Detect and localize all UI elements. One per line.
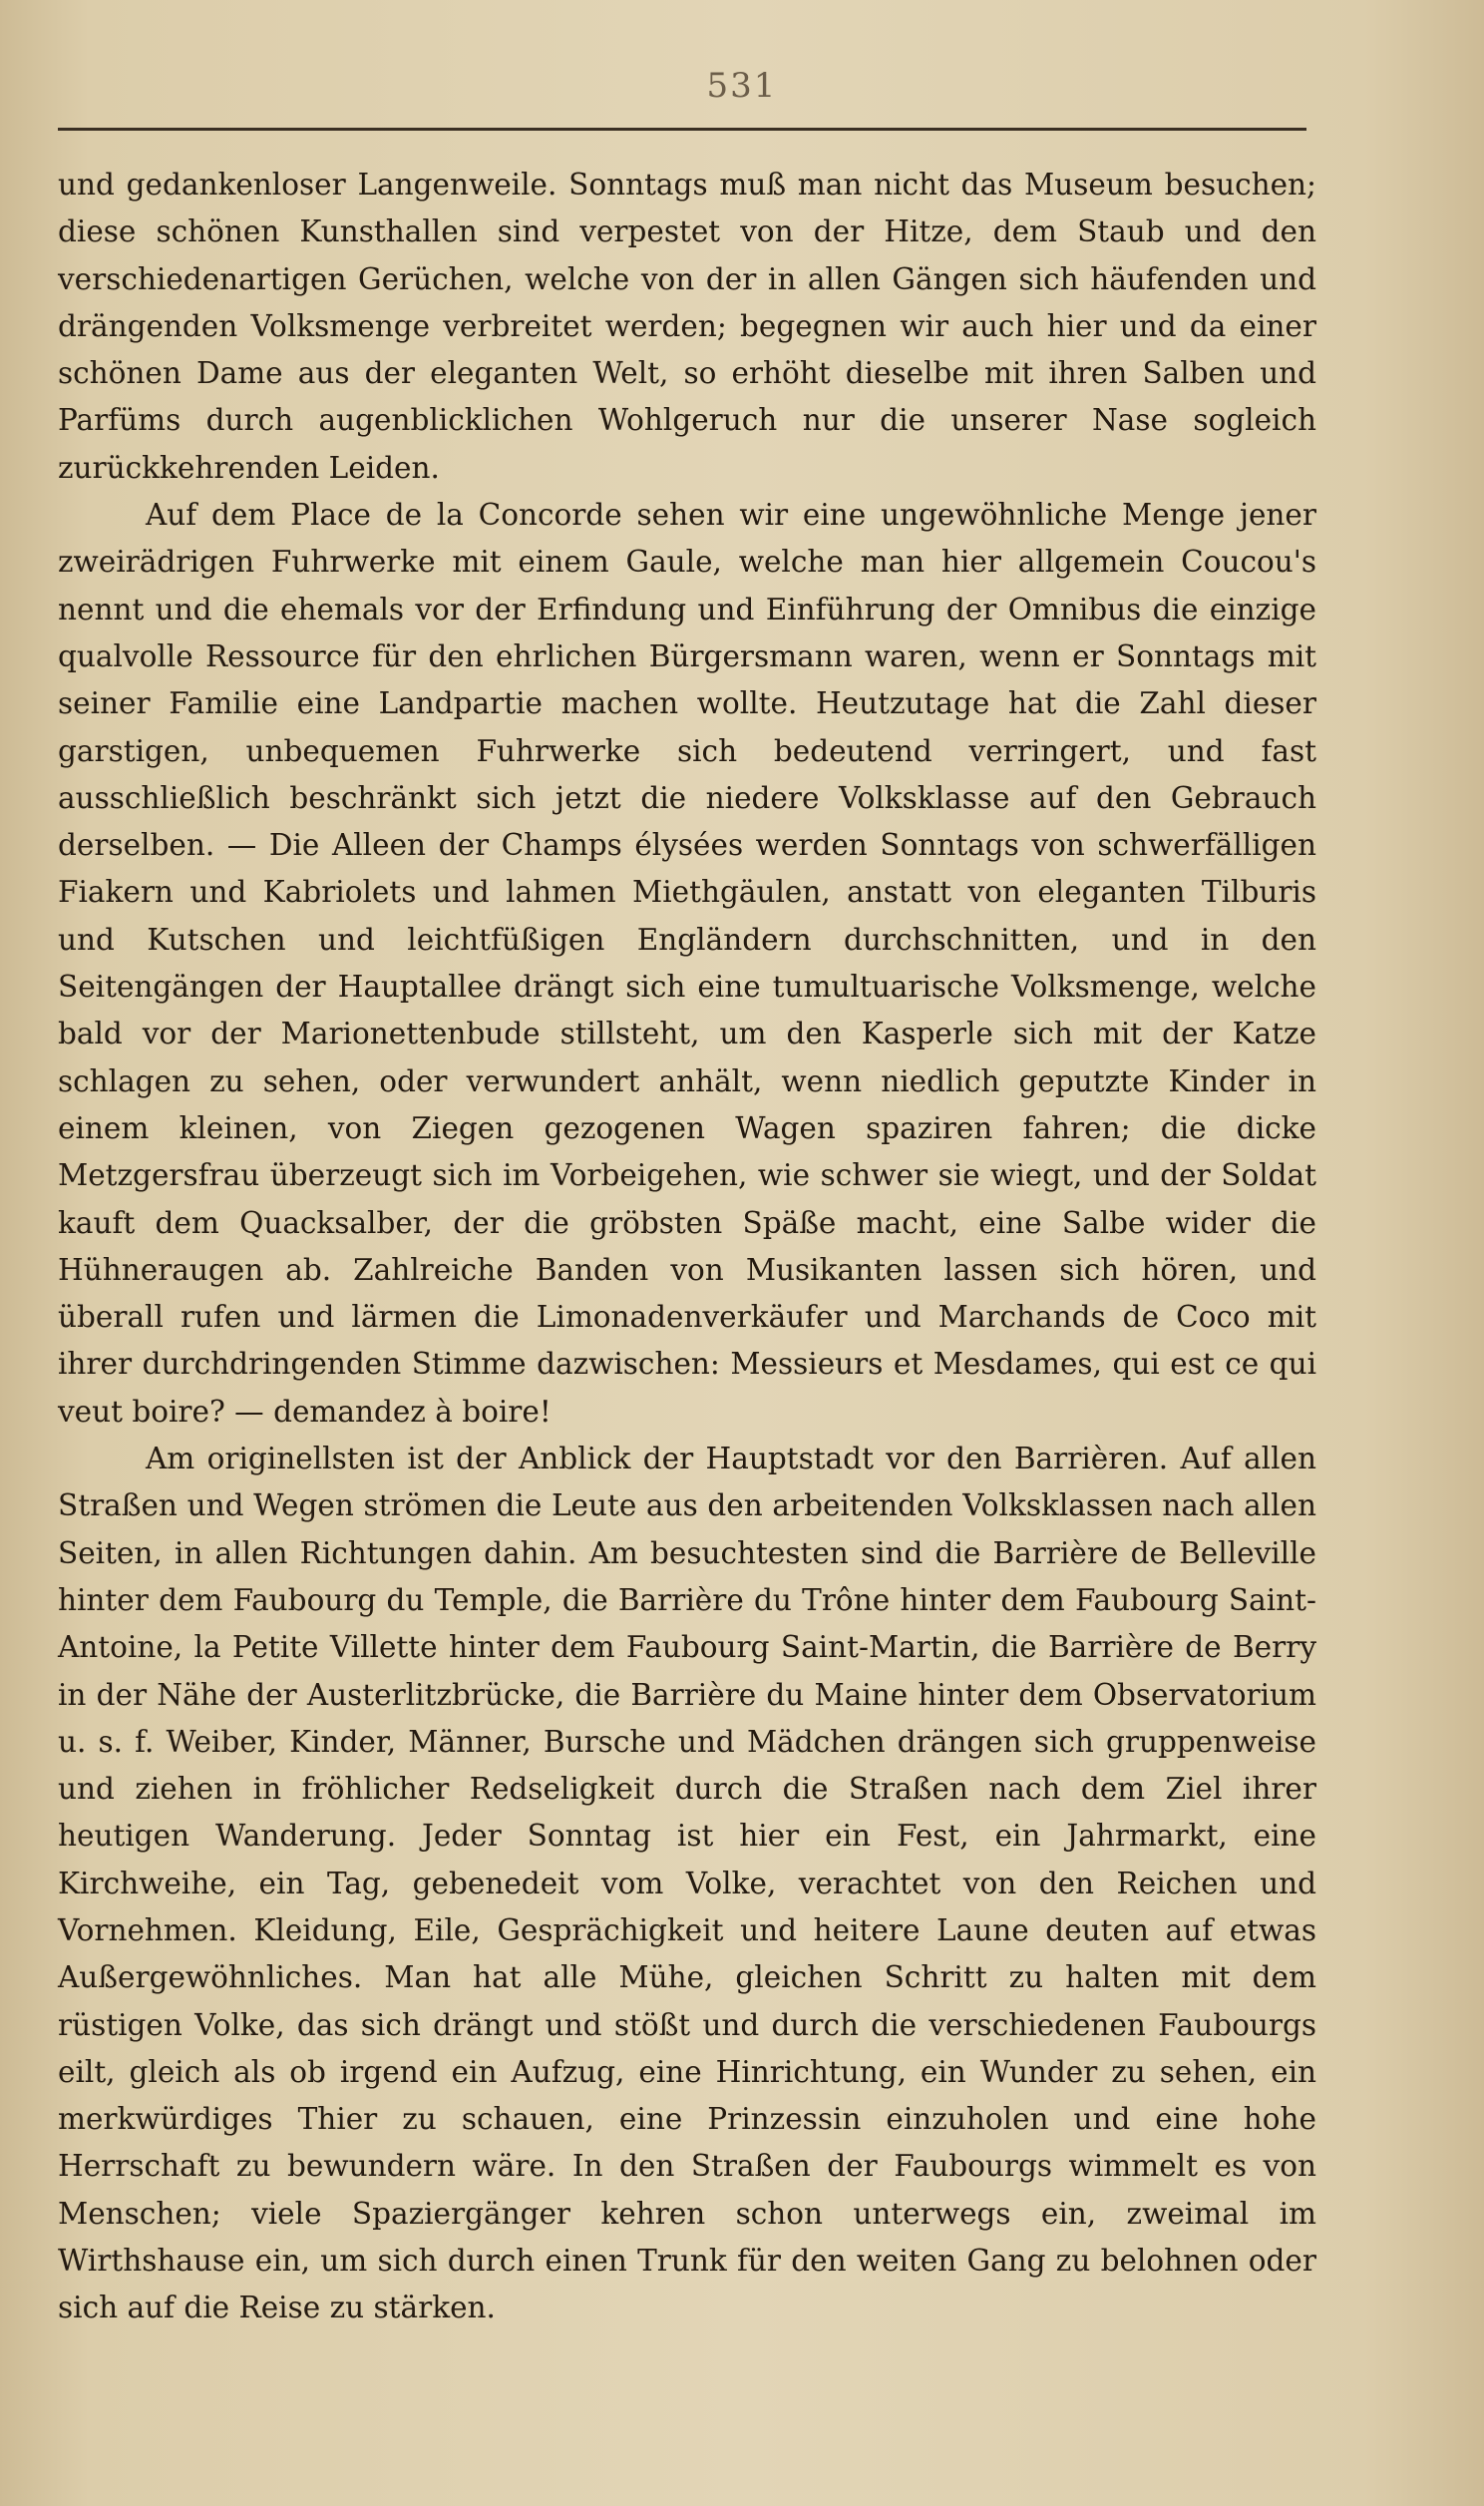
body-text	[58, 162, 1316, 2332]
paragraph-2: Auf dem Place de la Concorde sehen wir eine ungewöhnliche Menge jener zweirädrigen Fuhrwerke mit einem Gaule, welche man hier allgemein Coucou's nennt und die ehemals vor der Erfindung und Einführung der Omnibus die einzige qualvolle Ressource für den ehrlichen Bürgersmann waren, wenn er Sonntags mit seiner Familie eine Landpartie machen wollte. Heutzutage hat die Zahl dieser garstigen, unbequemen Fuhrwerke sich bedeutend verringert, und fast ausschließlich beschränkt sich jetzt die niedere Volksklasse auf den Gebrauch derselben. — Die Alleen der Champs élysées werden Sonntags von schwerfälligen Fiakern und Kabriolets und lahmen Miethgäulen, anstatt von eleganten Tilburis und Kutschen und leichtfüßigen Engländern durchschnitten, und in den Seitengängen der Hauptallee drängt sich eine tumultuarische Volksmenge, welche bald vor der Marionettenbude stillsteht, um den Kasperle sich mit der Katze schlagen zu sehen, oder verwundert anhält, wenn niedlich geputzte Kinder in einem kleinen, von Ziegen gezogenen Wagen spaziren fahren; die dicke Metzgersfrau überzeugt sich im Vorbeigehen, wie schwer sie wiegt, und der Soldat kauft dem Quacksalber, der die gröbsten Späße macht, eine Salbe wider die Hühneraugen ab. Zahlreiche Banden von Musikanten lassen sich hören, und überall rufen und lärmen die Limonadenverkäufer und Marchands de Coco mit ihrer durchdringenden Stimme dazwischen: Messieurs et Mesdames, qui est ce qui veut boire? — demandez à boire!	[58, 498, 1316, 1429]
paragraph-3: Am originellsten ist der Anblick der Hauptstadt vor den Barrièren. Auf allen Straßen und Wegen strömen die Leute aus den arbeitenden Volksklassen nach allen Seiten, in allen Richtungen dahin. Am besuchtesten sind die Barrière de Belleville hinter dem Faubourg du Temple, die Barrière du Trône hinter dem Faubourg Saint-Antoine, la Petite Villette hinter dem Faubourg Saint-Martin, die Barrière de Berry in der Nähe der Austerlitzbrücke, die Barrière du Maine hinter dem Observatorium u. s. f. Weiber, Kinder, Männer, Bursche und Mädchen drängen sich gruppenweise und ziehen in fröhlicher Redseligkeit durch die Straßen nach dem Ziel ihrer heutigen Wanderung. Jeder Sonntag ist hier ein Fest, ein Jahrmarkt, eine Kirchweihe, ein Tag, gebenedeit vom Volke, verachtet von den Reichen und Vornehmen. Kleidung, Eile, Gesprächigkeit und heitere Laune deuten auf etwas Außergewöhnliches. Man hat alle Mühe, gleichen Schritt zu halten mit dem rüstigen Volke, das sich drängt und stößt und durch die verschiedenen Faubourgs eilt, gleich als ob irgend ein Aufzug, eine Hinrichtung, ein Wunder zu sehen, ein merkwürdiges Thier zu schauen, eine Prinzessin einzuholen und eine hohe Herrschaft zu bewundern wäre. In den Straßen der Faubourgs wimmelt es von Menschen; viele Spaziergänger kehren schon unterwegs ein, zweimal im Wirthshause ein, um sich durch einen Trunk für den weiten Gang zu belohnen oder sich auf die Reise zu stärken.	[58, 1442, 1316, 2325]
page-number: 531	[706, 66, 778, 106]
paragraph-1: und gedankenloser Langenweile. Sonntags muß man nicht das Museum besuchen; diese schönen Kunsthallen sind verpestet von der Hitze, dem Staub und den verschiedenartigen Gerüchen, welche von der in allen Gängen sich häufenden und drängenden Volksmenge verbreitet werden; begegnen wir auch hier und da einer schönen Dame aus der eleganten Welt, so erhöht dieselbe mit ihren Salben und Parfüms durch augenblicklichen Wohlgeruch nur die unserer Nase sogleich zurückkehrenden Leiden.	[58, 168, 1316, 485]
header-rule	[58, 128, 1306, 131]
